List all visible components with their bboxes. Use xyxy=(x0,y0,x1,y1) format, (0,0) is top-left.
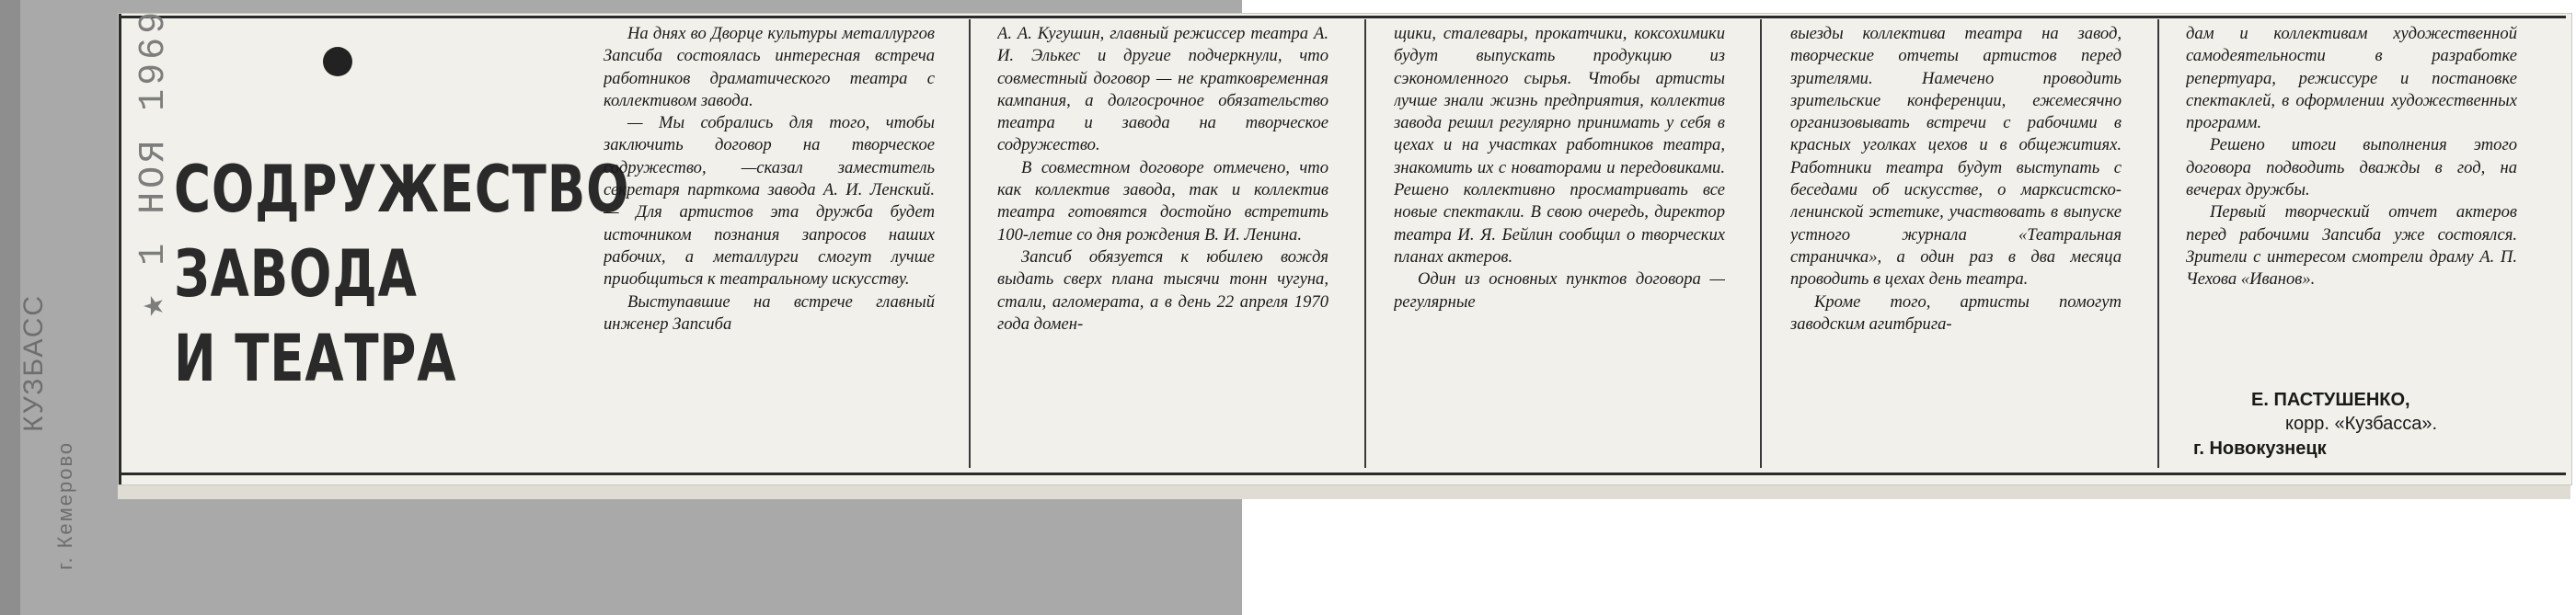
paragraph: выезды коллектива театра на завод, творческие отчеты артистов перед зрителями. Намечено проводить зрительские конференции, ежемесячно организовывать встречи с рабочими в красных уголках цехов и в общежитиях. Работники театра будут выступать с беседами об искусстве, о марксистско-ленинской эстетике, участвовать в выпуске устного журнала «Театральная страничка», а один раз в два месяца проводить в цехах день театра. xyxy=(1790,24,2122,290)
headline-line-3: И ТЕАТРА xyxy=(174,321,457,396)
paragraph: Решено итоги выполнения этого договора подводить дважды в год, на вечерах дружбы. xyxy=(2186,135,2517,200)
author-role: корр. «Кузбасса». xyxy=(2285,414,2438,434)
headline-line-2: ЗАВОДА xyxy=(174,236,418,312)
paragraph: На днях во Дворце культуры металлургов Запсиба состоялась интересная встреча работников драматического театра с коллективом завода. xyxy=(604,24,935,110)
paragraph: щики, сталевары, прокатчики, коксохимики будут выпускать продукцию из сэкономленного сырья. Чтобы артисты лучше знали жизнь предприятия, коллектив завода решил регулярно принимать у себя в цехах и на участках работников театра, знакомить их с новаторами и передовиками. Решено коллективно просматривать все новые спектакли. В свою очередь, директор театра И. Я. Бейлин сообщил о творческих планах актеров. xyxy=(1394,24,1725,267)
newspaper-name-stamp: КУЗБАСС xyxy=(18,293,49,432)
column-rule xyxy=(1760,19,1762,468)
author-signature: Е. ПАСТУШЕНКО, xyxy=(2251,390,2410,410)
paragraph: А. А. Кугушин, главный режиссер театра А. И. Элькес и другие подчеркнули, что совместный договор — не кратковременная кампания, а долгосрочное обязательство театра и завода на творческое содружество. xyxy=(997,24,1328,155)
article-column-1 xyxy=(604,23,935,464)
article-headline xyxy=(174,147,630,401)
column-rule xyxy=(1364,19,1366,468)
date-stamp: ★ 1 НОЯ 1969 xyxy=(133,7,175,317)
article-column-4 xyxy=(1790,23,2122,464)
paragraph: дам и коллективам художественной самодеятельности в разработке репертуара, режиссуре и постановке спектаклей, в оформлении художественных программ. xyxy=(2186,24,2517,133)
article-column-3 xyxy=(1394,23,1725,464)
paragraph: Один из основных пунктов договора — регулярные xyxy=(1394,269,1725,312)
column-rule xyxy=(2157,19,2159,468)
paragraph: Кроме того, артисты помогут заводским агитбрига- xyxy=(1790,291,2122,334)
city-stamp: г. Кемерово xyxy=(53,440,76,570)
frame-left-rule xyxy=(119,14,121,484)
paragraph: — Мы собрались для того, чтобы заключить договор на творческое содружество, —сказал заместитель секретаря парткома завода А. И. Ленский. — Для артистов эта дружба будет источником познания запросов наших рабочих, а металлурги смогут лучше приобщиться к театральному искусству. xyxy=(604,113,935,290)
article-column-5 xyxy=(2186,23,2517,377)
paragraph: В совместном договоре отмечено, что как коллектив завода, так и коллектив театра готовятся достойно встретить 100-летие со дня рождения В. И. Ленина. xyxy=(997,157,1328,245)
paragraph: Первый творческий отчет актеров перед рабочими Запсиба уже состоялся. Зрители с интересом смотрели драму А. П. Чехова «Иванов». xyxy=(2186,202,2517,290)
headline-line-1: СОДРУЖЕСТВО xyxy=(174,152,630,227)
newspaper-clipping xyxy=(118,7,2572,485)
paragraph: Выступавшие на встрече главный инженер Запсиба xyxy=(604,291,935,334)
paragraph: Запсиб обязуется к юбилею вождя выдать сверх плана тысячи тонн чугуна, стали, агломерата, а в день 22 апреля 1970 года домен- xyxy=(997,246,1328,334)
column-rule xyxy=(969,19,971,468)
punch-hole-dot xyxy=(323,47,352,76)
article-column-2 xyxy=(997,23,1328,464)
author-city: г. Новокузнецк xyxy=(2193,438,2327,459)
mount-edge xyxy=(0,0,20,615)
